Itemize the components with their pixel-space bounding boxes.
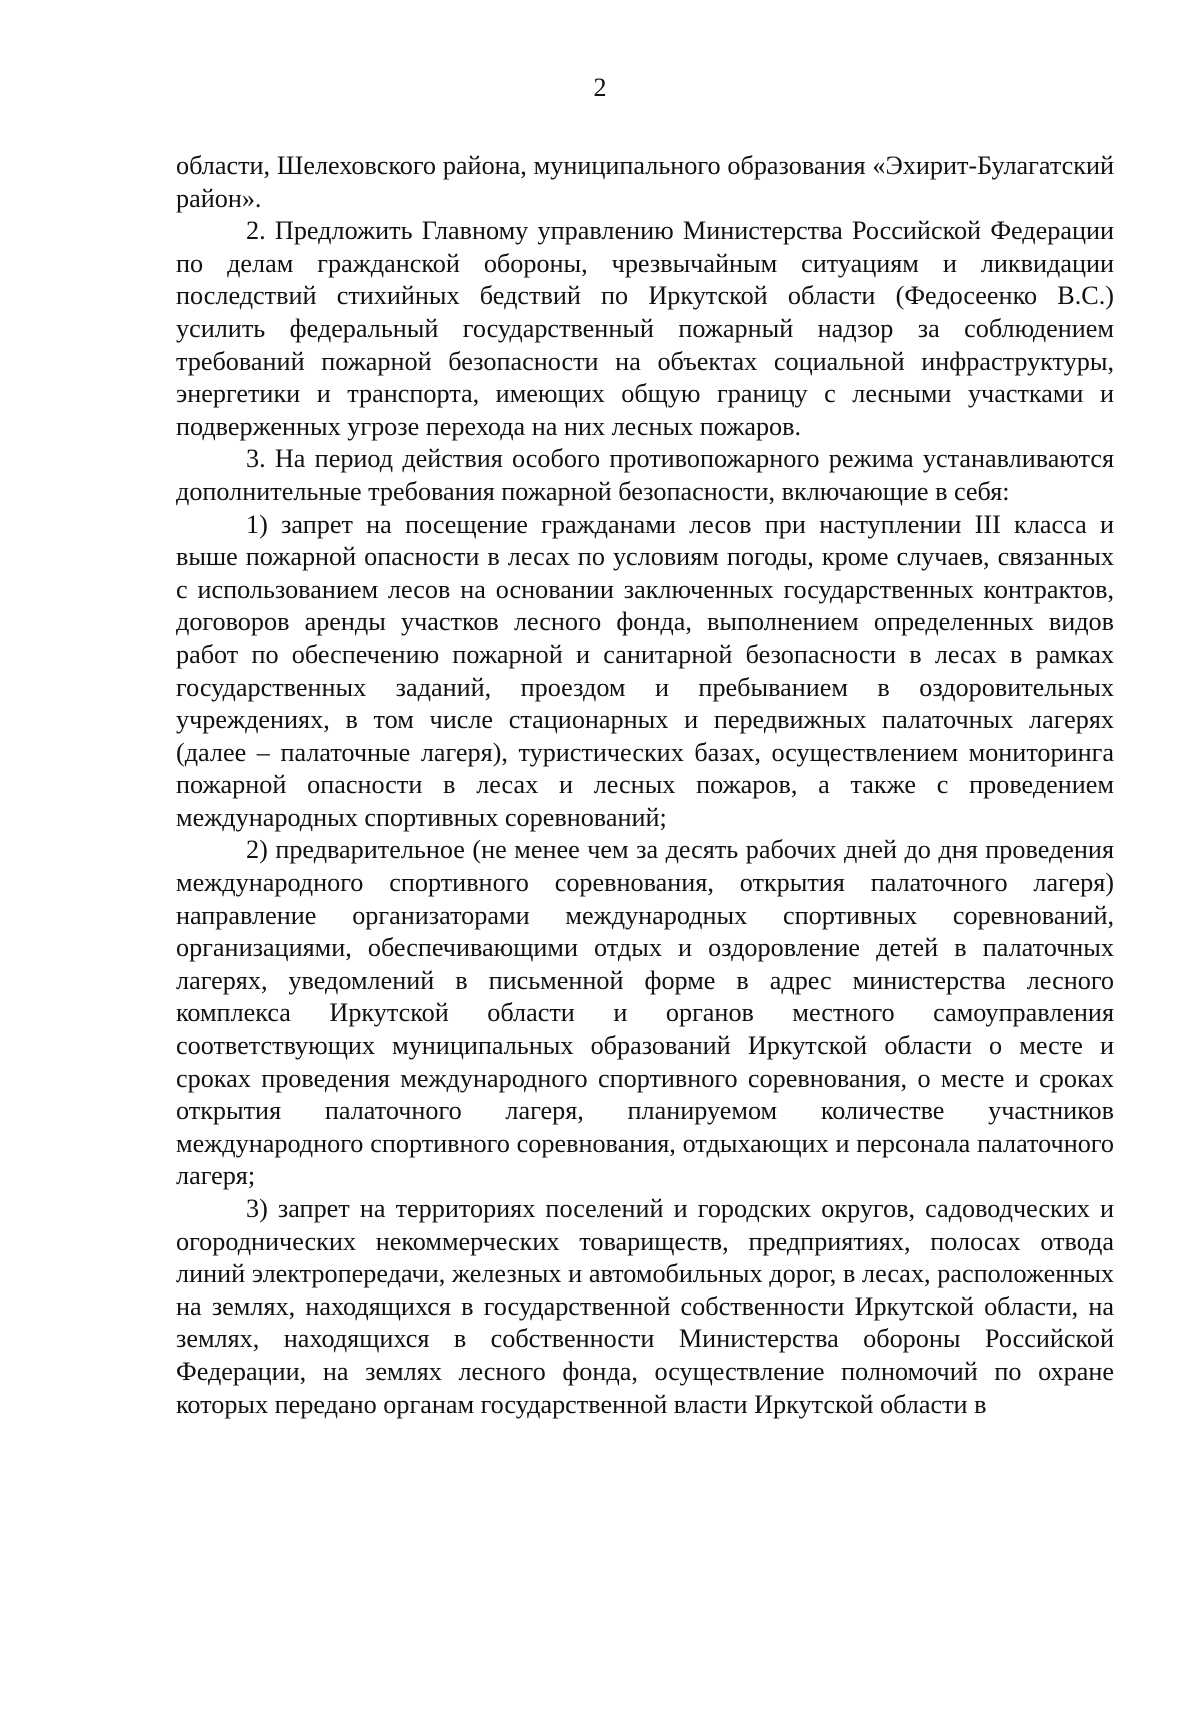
paragraph-item-3: 3. На период действия особого противопожарного режима устанавливаются дополнительные требования пожарной безопасности, включающие в себя: bbox=[176, 444, 1114, 506]
paragraph-subitem-3: 3) запрет на территориях поселений и городских округов, садоводческих и огороднических некоммерческих товариществ, предприятиях, полосах отвода линий электропередачи, железных и автомобильных дорог, в лесах, расположенных на землях, находящихся в государственной собственности Иркутской области, на землях, находящихся в собственности Министерства обороны Российской Федерации, на землях лесного фонда, осуществление полномочий по охране которых передано органам государственной власти Иркутской области в bbox=[176, 1194, 1114, 1419]
paragraph-subitem-1: 1) запрет на посещение гражданами лесов при наступлении III класса и выше пожарной опасности в лесах по условиям погоды, кроме случаев, связанных с использованием лесов на основании заключенных государственных контрактов, договоров аренды участков лесного фонда, выполнением определенных видов работ по обеспечению пожарной и санитарной безопасности в лесах в рамках государственных заданий, проездом и пребыванием в оздоровительных учреждениях, в том числе стационарных и передвижных палаточных лагерях (далее – палаточные лагеря), туристических базах, осуществлением мониторинга пожарной опасности в лесах и лесных пожаров, а также с проведением международных спортивных соревнований; bbox=[176, 509, 1114, 832]
paragraph-subitem-2: 2) предварительное (не менее чем за десять рабочих дней до дня проведения международного спортивного соревнования, открытия палаточного лагеря) направление организаторами международных спортивных соревнований, организациями, обеспечивающими отдых и оздоровление детей в палаточных лагерях, уведомлений в письменной форме в адрес министерства лесного комплекса Иркутской области и органов местного самоуправления соответствующих муниципальных образований Иркутской области о месте и сроках проведения международного спортивного соревнования, о месте и сроках открытия палаточного лагеря, планируемом количестве участников международного спортивного соревнования, отдыхающих и персонала палаточного лагеря; bbox=[176, 835, 1114, 1191]
page-number: 2 bbox=[593, 73, 607, 102]
document-body bbox=[176, 150, 1114, 1421]
paragraph-item-2: 2. Предложить Главному управлению Министерства Российской Федерации по делам гражданской обороны, чрезвычайным ситуациям и ликвидации последствий стихийных бедствий по Иркутской области (Федосеенко В.С.) усилить федеральный государственный пожарный надзор за соблюдением требований пожарной безопасности на объектах социальной инфраструктуры, энергетики и транспорта, имеющих общую границу с лесными участками и подверженных угрозе перехода на них лесных пожаров. bbox=[176, 216, 1114, 441]
paragraph-continuation: области, Шелеховского района, муниципального образования «Эхирит-Булагатский район». bbox=[176, 151, 1114, 213]
